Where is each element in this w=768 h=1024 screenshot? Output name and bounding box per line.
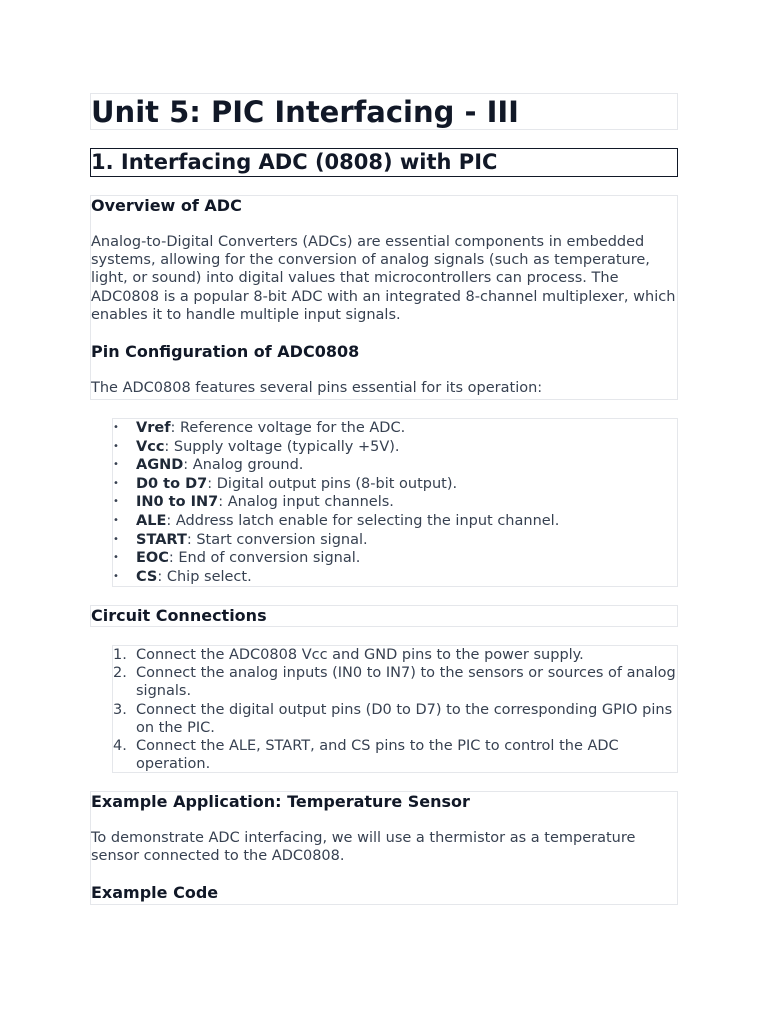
bullet-icon: •	[113, 422, 119, 433]
pin-desc: : Analog input channels.	[218, 494, 394, 511]
pin-desc: : Chip select.	[157, 568, 252, 585]
overview-paragraph: Analog-to-Digital Converters (ADCs) are essential components in embedded systems, allowing for the conversion of analog signals (such as temperature, light, or sound) into digital values that microcontrollers can process. The ADC0808 is a popular 8-bit ADC with an integrated 8-channel multiplexer, which enables it to handle multiple input signals.	[91, 234, 676, 323]
list-item	[113, 512, 677, 531]
pin-name: AGND	[136, 457, 184, 474]
bullet-icon: •	[113, 459, 119, 471]
pin-name: ALE	[136, 512, 167, 529]
list-item	[113, 419, 677, 438]
step-text: Connect the ALE, START, and CS pins to the PIC to control the ADC operation.	[136, 738, 619, 773]
bullet-icon: •	[113, 440, 119, 452]
document-page	[90, 93, 678, 905]
pin-desc: : End of conversion signal.	[168, 550, 361, 567]
pin-name: EOC	[136, 550, 169, 567]
pin-name: CS	[136, 568, 158, 585]
pin-name: Vref	[136, 420, 171, 436]
bullet-icon: •	[113, 533, 119, 545]
bullet-icon: •	[113, 570, 119, 582]
pin-config-intro: The ADC0808 features several pins essential for its operation:	[91, 380, 543, 397]
pin-desc: : Start conversion signal.	[186, 531, 368, 548]
example-heading: Example Application: Temperature Sensor	[91, 792, 470, 811]
pin-list	[112, 418, 678, 587]
bullet-icon: •	[113, 514, 119, 526]
pin-desc: : Address latch enable for selecting the input channel.	[166, 512, 560, 529]
list-item	[113, 438, 677, 457]
pin-name: START	[136, 531, 187, 548]
list-item	[113, 646, 677, 664]
pin-config-heading: Pin Configuration of ADC0808	[91, 342, 360, 362]
pin-desc: : Digital output pins (8-bit output).	[207, 475, 458, 492]
list-item	[113, 493, 677, 512]
overview-heading: Overview of ADC	[91, 196, 242, 215]
example-section	[90, 791, 678, 905]
pin-name: IN0 to IN7	[136, 494, 219, 511]
example-paragraph: To demonstrate ADC interfacing, we will use a thermistor as a temperature sensor connected to the ADC0808.	[91, 830, 636, 865]
list-item	[113, 531, 677, 550]
list-item	[113, 475, 677, 494]
page-title: Unit 5: PIC Interfacing - III	[90, 93, 678, 130]
bullet-icon: •	[113, 496, 119, 508]
step-number: 2.	[113, 665, 127, 682]
overview-section	[90, 195, 678, 400]
pin-name: D0 to D7	[136, 475, 208, 492]
list-item	[113, 568, 677, 587]
step-text: Connect the analog inputs (IN0 to IN7) to the sensors or sources of analog signals.	[136, 665, 676, 700]
step-number: 3.	[113, 701, 127, 718]
step-number: 4.	[113, 738, 127, 755]
list-item	[113, 664, 677, 700]
list-item	[113, 549, 677, 568]
circuit-heading: Circuit Connections	[91, 606, 267, 625]
list-item	[113, 701, 677, 737]
section-heading: 1. Interfacing ADC (0808) with PIC	[90, 148, 678, 177]
circuit-section	[90, 605, 678, 627]
list-item	[113, 456, 677, 475]
step-text: Connect the digital output pins (D0 to D7) to the corresponding GPIO pins on the PIC.	[136, 701, 673, 736]
step-number: 1.	[113, 647, 127, 663]
pin-desc: : Analog ground.	[183, 457, 304, 474]
step-text: Connect the ADC0808 Vcc and GND pins to the power supply.	[136, 647, 584, 663]
bullet-icon: •	[113, 477, 119, 489]
pin-desc: : Reference voltage for the ADC.	[170, 420, 406, 436]
bullet-icon: •	[113, 552, 119, 564]
list-item	[113, 737, 677, 773]
steps-list	[112, 645, 678, 773]
pin-desc: : Supply voltage (typically +5V).	[164, 438, 400, 455]
code-heading: Example Code	[91, 883, 219, 903]
pin-name: Vcc	[136, 438, 165, 455]
